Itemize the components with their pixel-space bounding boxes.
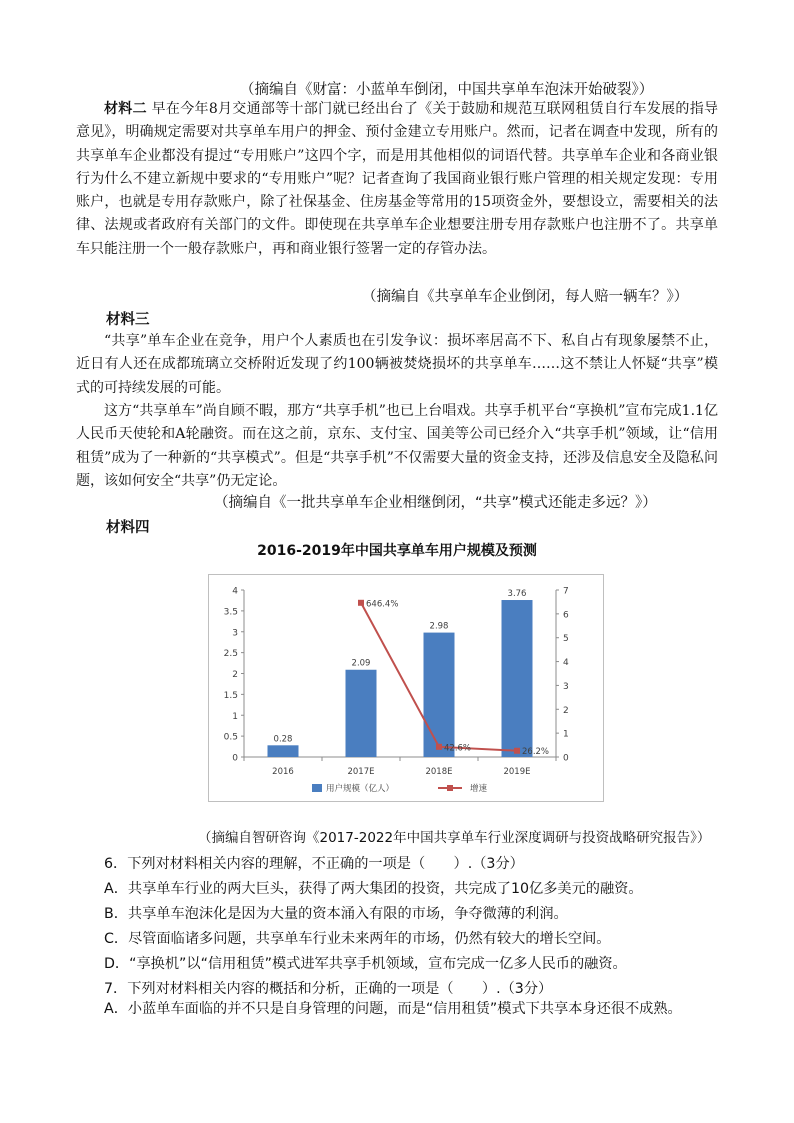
growth-value-label: 646.4% (366, 599, 399, 610)
bar-value-label: 2.98 (429, 621, 449, 632)
y-left-tick-label: 3 (232, 628, 238, 639)
legend-bar-label: 用户规模（亿人） (326, 784, 395, 794)
material-2-body: 早在今年8月交通部等十部门就已经出台了《关于鼓励和规范互联网租赁自行车发展的指导意见》，明确规定需要对共享单车用户的押金、预付金建立专用账户。然而，记者在调查中发现，所有的共享单车企业都没有提过“专用账户”这四个字，而是用其他相似的词语代替。共享单车企业和各商业银行为什么不建立新规中要求的“专用账户”呢？记者查询了我国商业银行账户管理的相关规定发现：专用账户，也就是专用存款账户，除了社保基金、住房基金等常用的15项资金外，要想设立，需要相关的法律、法规或者政府有关部门的文件。即使现在共享单车企业想要注册专用存款账户也注册不了。共享单车只能注册一个一般存款账户，再和商业银行签署一定的存管办法。 (76, 101, 719, 257)
material-3-source: （摘编自《一批共享单车企业相继倒闭，“共享”模式还能走多远？》） (214, 495, 657, 511)
y-left-tick-label: 0 (232, 753, 238, 764)
y-left-tick-label: 4 (232, 586, 238, 597)
material-3-paragraph-2: 这方“共享单车”尚自顾不暇，那方“共享手机”也已上台唱戏。共享手机平台“享换机”宣布完成1.1亿人民币天使轮和A轮融资。而在这之前，京东、支付宝、国美等公司已经介入“共享手机”领域，让“信用租赁”成为了一种新的“共享模式”。但是“共享手机”不仅需要大量的资金支持，还涉及信息安全及隐私问题，该如何安全“共享”仍无定论。 (76, 403, 718, 489)
chart-title: 2016-2019年中国共享单车用户规模及预测 (257, 543, 537, 559)
legend-line-label: 增速 (470, 784, 488, 794)
material-4-heading: 材料四 (106, 520, 150, 536)
y-left-tick-label: 0.5 (223, 732, 238, 743)
x-tick-label: 2016 (272, 767, 294, 777)
question-6: 6．下列对材料相关内容的理解，不正确的一项是（ ）.（3分） (104, 856, 524, 872)
y-left-tick-label: 1.5 (223, 690, 238, 701)
growth-point-2017E (358, 600, 364, 606)
material-3-paragraph-1: “共享”单车企业在竞争，用户个人素质也在引发争议：损坏率居高不下、私自占有现象屡禁不止，近日有人还在成都琉璃立交桥附近发现了约100辆被焚烧损坏的共享单车……这不禁让人怀疑“共享”模式的可持续发展的可能。 (76, 333, 718, 396)
question-7: 7．下列对材料相关内容的概括和分析，正确的一项是（ ）.（3分） (104, 981, 553, 997)
y-right-tick-label: 0 (563, 753, 569, 764)
y-right-tick-label: 7 (563, 586, 569, 597)
bar-2017E (346, 670, 377, 757)
legend-bar-swatch (312, 784, 322, 792)
growth-point-2018E (436, 744, 442, 750)
y-right-tick-label: 6 (563, 610, 569, 621)
y-right-tick-label: 1 (563, 729, 569, 740)
x-tick-label: 2018E (425, 767, 453, 777)
y-right-tick-label: 5 (563, 634, 569, 645)
y-right-tick-label: 2 (563, 705, 569, 716)
y-left-tick-label: 2 (232, 670, 238, 680)
y-right-tick-label: 4 (563, 658, 569, 669)
material-2-source: （摘编自《共享单车企业倒闭，每人赔一辆车？》） (362, 289, 689, 305)
q7-option-a: A．小蓝单车面临的并不只是自身管理的问题，而是“信用租赁”模式下共享本身还很不成熟。 (104, 1001, 682, 1017)
q6-option-a: A．共享单车行业的两大巨头，获得了两大集团的投资，共完成了10亿多美元的融资。 (104, 881, 643, 897)
bar-value-label: 0.28 (273, 734, 293, 745)
user-scale-chart (208, 574, 604, 802)
growth-value-label: 26.2% (522, 747, 550, 758)
chart-frame (209, 575, 604, 802)
y-left-tick-label: 1 (232, 711, 238, 722)
bar-2019E (502, 600, 533, 757)
legend-line-marker (447, 785, 453, 791)
x-tick-label: 2019E (503, 767, 531, 777)
bar-value-label: 3.76 (507, 589, 527, 600)
bar-value-label: 2.09 (351, 658, 371, 669)
growth-value-label: 42.6% (444, 743, 472, 754)
q6-option-b: B．共享单车泡沫化是因为大量的资本涌入有限的市场，争夺微薄的利润。 (104, 906, 568, 922)
q6-option-d: D．“享换机”以“信用租赁”模式进军共享手机领域，宣布完成一亿多人民币的融资。 (104, 956, 627, 972)
y-left-tick-label: 3.5 (223, 607, 238, 618)
y-left-tick-label: 2.5 (223, 649, 238, 660)
bar-2018E (424, 633, 455, 757)
material-3-heading: 材料三 (106, 312, 150, 328)
y-right-tick-label: 3 (563, 681, 569, 692)
q6-option-c: C．尽管面临诸多问题，共享单车行业未来两年的市场，仍然有较大的增长空间。 (104, 931, 611, 947)
material-4-source: （摘编自智研咨询《2017-2022年中国共享单车行业深度调研与投资战略研究报告》） (198, 830, 711, 846)
growth-point-2019E (514, 748, 520, 754)
bar-2016 (268, 745, 299, 757)
x-tick-label: 2017E (347, 767, 375, 777)
material-2-paragraph (76, 98, 718, 261)
material-2-heading: 材料二 (104, 101, 147, 117)
source-citation-1: （摘编自《财富：小蓝单车倒闭，中国共享单车泡沫开始破裂》） (240, 82, 654, 98)
